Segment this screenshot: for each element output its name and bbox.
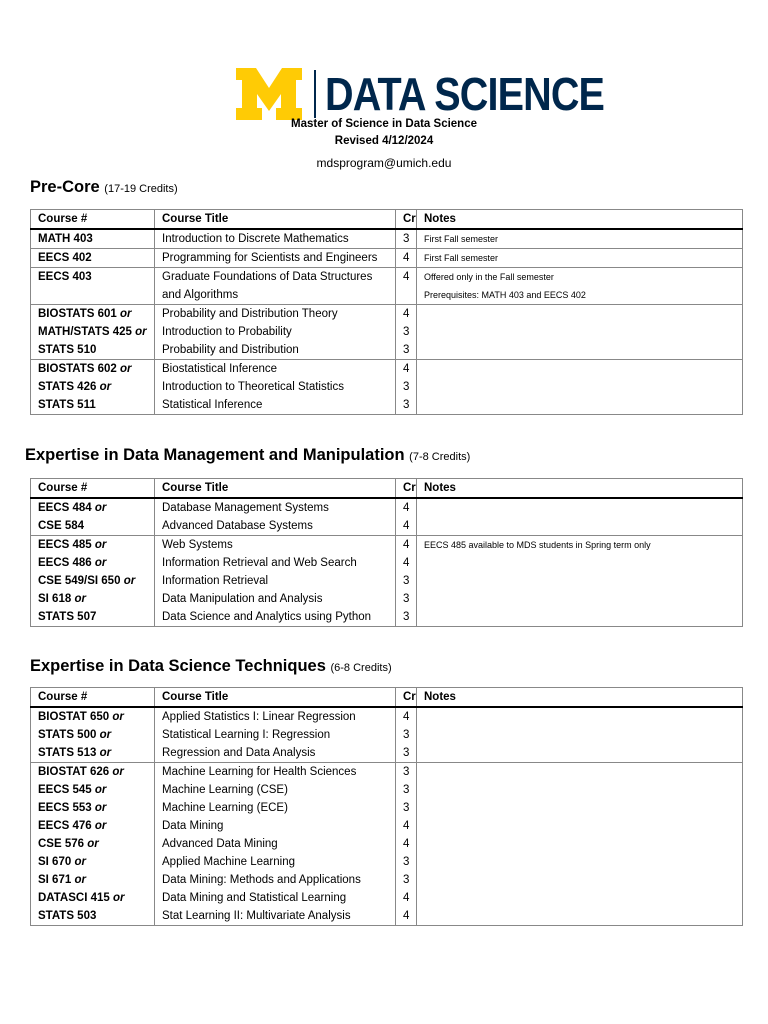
course-number-cell — [31, 536, 155, 627]
course-title-cell — [155, 498, 396, 536]
course-number-cell — [31, 707, 155, 763]
course-title: Machine Learning (ECE) — [162, 802, 288, 814]
course-number — [38, 590, 154, 608]
or-connector: or — [135, 326, 147, 338]
course-code: STATS 513 — [38, 747, 97, 759]
course-title: Statistical Learning I: Regression — [162, 729, 331, 741]
course-code: STATS 507 — [38, 611, 97, 623]
notes-cell — [417, 305, 743, 360]
course-code: BIOSTAT 650 — [38, 711, 110, 723]
course-code: CSE 549/SI 650 — [38, 575, 121, 587]
course-number — [38, 554, 154, 572]
or-connector: or — [99, 381, 112, 393]
course-code: DATASCI 415 — [38, 892, 110, 904]
course-title-cell — [155, 268, 396, 305]
col-header-notes: Notes — [417, 688, 743, 708]
or-connector: or — [94, 802, 107, 814]
course-code: MATH 403 — [38, 233, 93, 245]
course-number — [38, 726, 154, 744]
section-title-techniques — [30, 657, 392, 676]
or-connector: or — [112, 711, 124, 723]
course-title: Data Manipulation and Analysis — [162, 593, 323, 605]
course-title: Data Mining and Statistical Learning — [162, 892, 347, 904]
course-code: EECS 553 — [38, 802, 92, 814]
course-code: BIOSTATS 602 — [38, 363, 117, 375]
course-number — [38, 536, 154, 554]
credits-cell — [396, 268, 417, 305]
course-code: STATS 426 — [38, 381, 97, 393]
credit-value: 4 — [403, 892, 410, 904]
credit-value: 3 — [403, 233, 410, 245]
section-heading: Pre-Core — [30, 178, 100, 196]
credit-value: 4 — [403, 557, 410, 569]
course-group-row — [31, 305, 743, 360]
course-number-cell — [31, 498, 155, 536]
col-header-credits: Cr — [396, 688, 417, 708]
or-connector: or — [94, 557, 107, 569]
course-title-cell — [155, 707, 396, 763]
course-code: EECS 484 — [38, 502, 92, 514]
course-title: Statistical Inference — [162, 399, 263, 411]
course-title: Regression and Data Analysis — [162, 747, 316, 759]
col-header-course-num: Course # — [31, 479, 155, 499]
note-text: First Fall semester — [424, 253, 499, 263]
course-title: Introduction to Discrete Mathematics — [162, 233, 349, 245]
note-text: EECS 485 available to MDS students in Spring term only — [424, 540, 651, 550]
course-group-row — [31, 229, 743, 249]
course-number — [38, 517, 154, 535]
credit-value: 4 — [403, 539, 410, 551]
course-number — [38, 835, 154, 853]
or-connector: or — [94, 539, 107, 551]
credit-value: 4 — [403, 363, 410, 375]
notes-cell — [417, 268, 743, 305]
course-number — [38, 249, 154, 267]
credit-value: 3 — [403, 593, 410, 605]
course-title-cell — [155, 763, 396, 926]
credit-value: 3 — [403, 575, 410, 587]
or-connector: or — [123, 575, 136, 587]
credits-cell — [396, 498, 417, 536]
credit-value: 4 — [403, 252, 410, 264]
course-code: SI 671 — [38, 874, 72, 886]
or-connector: or — [87, 838, 99, 850]
course-number — [38, 341, 154, 359]
notes-cell — [417, 498, 743, 536]
course-number — [38, 817, 154, 835]
credits-cell — [396, 763, 417, 926]
credit-value: 3 — [403, 611, 410, 623]
credit-value: 3 — [403, 344, 410, 356]
credit-value: 4 — [403, 502, 410, 514]
section-credits: (17-19 Credits) — [104, 183, 178, 195]
course-title: Advanced Database Systems — [162, 520, 313, 532]
credits-cell — [396, 536, 417, 627]
course-code: EECS 486 — [38, 557, 92, 569]
col-header-course-title: Course Title — [155, 688, 396, 708]
header-row — [31, 479, 743, 499]
course-code: STATS 500 — [38, 729, 97, 741]
course-title-cell — [155, 305, 396, 360]
course-title: Data Science and Analytics using Python — [162, 611, 372, 623]
course-number-cell — [31, 229, 155, 249]
course-number — [38, 499, 154, 517]
credit-value: 4 — [403, 838, 410, 850]
header-row — [31, 210, 743, 230]
course-code: STATS 510 — [38, 344, 97, 356]
course-title: Graduate Foundations of Data Structures — [162, 271, 373, 283]
note-text: Prerequisites: MATH 403 and EECS 402 — [424, 290, 586, 300]
revised-date: Revised 4/12/2024 — [334, 135, 434, 147]
course-code: EECS 402 — [38, 252, 92, 264]
credit-value: 4 — [403, 520, 410, 532]
col-header-notes: Notes — [417, 210, 743, 230]
notes-cell — [417, 707, 743, 763]
notes-cell — [417, 360, 743, 415]
course-code: EECS 476 — [38, 820, 92, 832]
course-number-cell — [31, 305, 155, 360]
course-title: Probability and Distribution — [162, 344, 299, 356]
notes-cell — [417, 249, 743, 268]
credit-value: 3 — [403, 856, 410, 868]
notes-cell — [417, 763, 743, 926]
course-number — [38, 396, 154, 414]
credit-value: 3 — [403, 326, 410, 338]
col-header-course-num: Course # — [31, 210, 155, 230]
course-number-cell — [31, 360, 155, 415]
course-number — [38, 763, 154, 781]
course-title: Probability and Distribution Theory — [162, 308, 338, 320]
credit-value: 3 — [403, 747, 410, 759]
course-title: Machine Learning for Health Sciences — [162, 766, 357, 778]
course-group-row — [31, 763, 743, 926]
data-management-table — [30, 478, 743, 627]
course-number — [38, 323, 154, 341]
course-title: Web Systems — [162, 539, 233, 551]
course-number — [38, 708, 154, 726]
or-connector: or — [120, 363, 132, 375]
credits-cell — [396, 249, 417, 268]
course-code: SI 670 — [38, 856, 72, 868]
course-title: Programming for Scientists and Engineers — [162, 252, 378, 264]
notes-cell — [417, 229, 743, 249]
course-code: BIOSTAT 626 — [38, 766, 110, 778]
or-connector: or — [112, 766, 124, 778]
course-code: STATS 511 — [38, 399, 96, 411]
credit-value: 4 — [403, 308, 410, 320]
course-group-row — [31, 268, 743, 305]
credits-cell — [396, 305, 417, 360]
credit-value: 3 — [403, 784, 410, 796]
or-connector: or — [94, 502, 107, 514]
col-header-course-title: Course Title — [155, 479, 396, 499]
course-number — [38, 889, 154, 907]
course-title: Introduction to Probability — [162, 326, 292, 338]
credit-value: 3 — [403, 802, 410, 814]
course-number — [38, 230, 154, 248]
or-connector: or — [94, 784, 107, 796]
course-group-row — [31, 536, 743, 627]
col-header-credits: Cr — [396, 479, 417, 499]
course-code: EECS 403 — [38, 271, 92, 283]
section-heading: Expertise in Data Science Techniques — [30, 657, 326, 675]
course-code: CSE 576 — [38, 838, 85, 850]
block-m-icon — [236, 68, 302, 120]
course-title: Data Mining — [162, 820, 224, 832]
or-connector: or — [99, 747, 112, 759]
course-number — [38, 305, 154, 323]
col-header-course-num: Course # — [31, 688, 155, 708]
course-code: STATS 503 — [38, 910, 97, 922]
note-text: Offered only in the Fall semester — [424, 272, 554, 282]
course-number — [38, 781, 154, 799]
course-title: and Algorithms — [162, 289, 239, 301]
logo-text: DATA SCIENCE — [325, 68, 605, 120]
course-group-row — [31, 249, 743, 268]
course-number — [38, 744, 154, 762]
course-title: Data Mining: Methods and Applications — [162, 874, 361, 886]
section-credits: (6-8 Credits) — [330, 662, 392, 674]
course-title: Biostatistical Inference — [162, 363, 278, 375]
course-group-row — [31, 360, 743, 415]
section-title-precore — [30, 178, 178, 197]
or-connector: or — [74, 593, 86, 605]
or-connector: or — [113, 892, 125, 904]
course-number — [38, 608, 154, 626]
course-number — [38, 799, 154, 817]
course-title-cell — [155, 536, 396, 627]
credits-cell — [396, 229, 417, 249]
course-number-cell — [31, 268, 155, 305]
credit-value: 3 — [403, 729, 410, 741]
course-title: Database Management Systems — [162, 502, 329, 514]
credit-value: 3 — [403, 766, 410, 778]
course-code: EECS 485 — [38, 539, 92, 551]
header-row — [31, 688, 743, 708]
course-title: Applied Machine Learning — [162, 856, 295, 868]
course-title: Advanced Data Mining — [162, 838, 278, 850]
course-number — [38, 907, 154, 925]
course-title: Information Retrieval — [162, 575, 269, 587]
course-code: CSE 584 — [38, 520, 85, 532]
course-title: Stat Learning II: Multivariate Analysis — [162, 910, 351, 922]
or-connector: or — [99, 729, 112, 741]
course-number — [38, 871, 154, 889]
credit-value: 4 — [403, 910, 410, 922]
course-code: MATH/STATS 425 — [38, 326, 132, 338]
section-heading: Expertise in Data Management and Manipulation — [25, 446, 405, 464]
or-connector: or — [74, 874, 86, 886]
course-code: SI 618 — [38, 593, 72, 605]
course-title-cell — [155, 229, 396, 249]
note-text: First Fall semester — [424, 234, 499, 244]
col-header-course-title: Course Title — [155, 210, 396, 230]
notes-cell — [417, 536, 743, 627]
course-title: Applied Statistics I: Linear Regression — [162, 711, 356, 723]
course-title: Machine Learning (CSE) — [162, 784, 288, 796]
credits-cell — [396, 360, 417, 415]
or-connector: or — [74, 856, 86, 868]
program-name: Master of Science in Data Science — [291, 118, 477, 130]
course-group-row — [31, 707, 743, 763]
col-header-credits: Cr — [396, 210, 417, 230]
course-title: Introduction to Theoretical Statistics — [162, 381, 344, 393]
section-title-data-management — [25, 446, 470, 465]
course-code: EECS 545 — [38, 784, 92, 796]
umich-data-science-logo — [236, 66, 650, 122]
credits-cell — [396, 707, 417, 763]
credit-value: 4 — [403, 820, 410, 832]
course-code: BIOSTATS 601 — [38, 308, 117, 320]
logo-divider — [314, 70, 316, 118]
credit-value: 4 — [403, 271, 410, 283]
section-credits: (7-8 Credits) — [409, 451, 471, 463]
or-connector: or — [94, 820, 107, 832]
course-title-cell — [155, 360, 396, 415]
techniques-table — [30, 687, 743, 926]
course-title: Information Retrieval and Web Search — [162, 557, 357, 569]
program-email[interactable]: mdsprogram@umich.edu — [316, 156, 452, 170]
course-title-cell — [155, 249, 396, 268]
credit-value: 3 — [403, 381, 410, 393]
course-number — [38, 572, 154, 590]
or-connector: or — [120, 308, 132, 320]
course-number-cell — [31, 249, 155, 268]
course-number — [38, 268, 154, 286]
credit-value: 3 — [403, 874, 410, 886]
course-number — [38, 853, 154, 871]
course-number — [38, 378, 154, 396]
course-number — [38, 360, 154, 378]
precore-table — [30, 209, 743, 415]
credit-value: 3 — [403, 399, 410, 411]
course-number-cell — [31, 763, 155, 926]
credit-value: 4 — [403, 711, 410, 723]
col-header-notes: Notes — [417, 479, 743, 499]
course-group-row — [31, 498, 743, 536]
